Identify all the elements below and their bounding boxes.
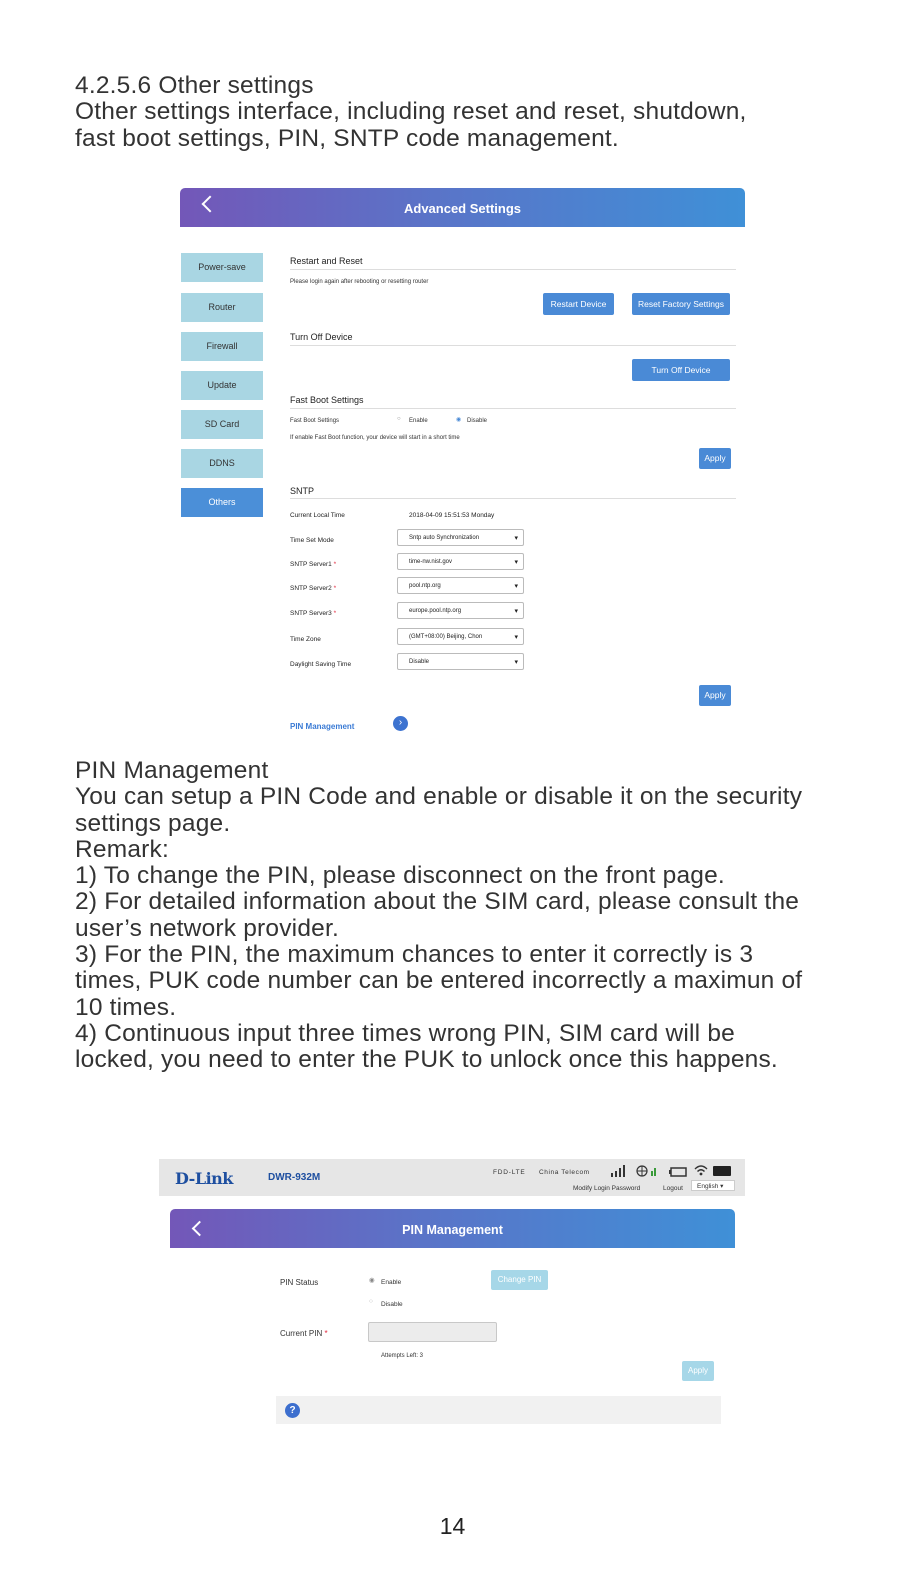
reset-factory-button[interactable]: Reset Factory Settings <box>632 293 730 315</box>
nav-item-sd-card[interactable]: SD Card <box>181 410 263 439</box>
current-time-value: 2018-04-09 15:51:53 Monday <box>409 512 495 519</box>
time-zone-select[interactable]: (GMT+08:00) Beijing, Chon ▾ <box>397 628 524 645</box>
logout-link[interactable]: Logout <box>663 1185 683 1192</box>
sntp-server1-select[interactable]: time-nw.nist.gov ▾ <box>397 553 524 570</box>
radio-off-icon[interactable]: ○ <box>397 416 401 422</box>
pin-status-label: PIN Status <box>280 1278 319 1287</box>
pin-management-link[interactable]: PIN Management <box>290 722 355 731</box>
text-line: 2) For detailed information about the SIM card, please consult the <box>75 888 800 916</box>
pin-management-header <box>170 1209 735 1248</box>
daylight-saving-select[interactable]: Disable ▾ <box>397 653 524 670</box>
fast-boot-title: Fast Boot Settings <box>290 395 364 405</box>
fast-boot-enable-label: Enable <box>409 418 428 424</box>
restart-reset-title: Restart and Reset <box>290 256 363 266</box>
fast-boot-apply-button[interactable]: Apply <box>699 448 731 469</box>
modify-password-link[interactable]: Modify Login Password <box>573 1185 641 1192</box>
text-line: You can setup a PIN Code and enable or disable it on the security <box>75 783 803 811</box>
dlink-logo: D-Link <box>175 1169 233 1188</box>
text-line: user’s network provider. <box>75 914 339 942</box>
top-bar <box>159 1159 745 1196</box>
nav-item-others[interactable]: Others <box>181 488 263 517</box>
wifi-icon <box>694 1164 708 1176</box>
restart-device-button[interactable]: Restart Device <box>543 293 614 315</box>
sntp-field-label: SNTP Server3 * <box>290 610 337 617</box>
intro-block <box>75 73 747 152</box>
text-line: times, PUK code number can be entered incorrectly a maximun of <box>75 967 803 995</box>
page-number: 14 <box>439 1513 466 1539</box>
restart-note: Please login again after rebooting or resetting router <box>290 279 429 285</box>
attempts-left-text: Attempts Left: 3 <box>381 1353 424 1359</box>
message-icon[interactable] <box>713 1166 731 1176</box>
divider <box>290 498 736 499</box>
nav-item-update[interactable]: Update <box>181 371 263 400</box>
pin-disable-label: Disable <box>381 1301 403 1308</box>
sntp-server3-select[interactable]: europe.pool.ntp.org ▾ <box>397 602 524 619</box>
text-line: Remark: <box>75 835 169 863</box>
language-select[interactable]: English ▾ <box>691 1180 735 1191</box>
sntp-field-label: Daylight Saving Time <box>290 661 352 668</box>
fast-boot-note: If enable Fast Boot function, your device will start in a short time <box>290 435 460 441</box>
sntp-title: SNTP <box>290 486 315 496</box>
advanced-settings-screenshot <box>180 188 745 748</box>
text-line: locked, you need to enter the PUK to unlock once this happens. <box>75 1046 778 1074</box>
fast-boot-label: Fast Boot Settings <box>290 418 340 424</box>
advanced-settings-header <box>180 188 745 227</box>
divider <box>290 345 736 346</box>
pin-text-block <box>75 758 802 1074</box>
battery-icon <box>669 1167 687 1177</box>
nav-item-router[interactable]: Router <box>181 293 263 322</box>
chevron-right-icon[interactable]: › <box>393 716 408 731</box>
globe-icon <box>636 1165 658 1177</box>
help-bar <box>276 1396 721 1424</box>
carrier-name: China Telecom <box>539 1169 590 1176</box>
advanced-settings-title: Advanced Settings <box>403 201 522 216</box>
sntp-server2-select[interactable]: pool.ntp.org ▾ <box>397 577 524 594</box>
nav-item-firewall[interactable]: Firewall <box>181 332 263 361</box>
radio-on-icon[interactable]: ◉ <box>369 1277 375 1284</box>
sntp-apply-button[interactable]: Apply <box>699 685 731 706</box>
text-line: 10 times. <box>75 993 177 1021</box>
current-pin-label: Current PIN * <box>280 1329 328 1338</box>
sntp-field-label: Time Zone <box>290 636 321 643</box>
sntp-field-label: Time Set Mode <box>290 537 334 544</box>
radio-off-icon[interactable]: ○ <box>369 1298 373 1305</box>
current-time-label: Current Local Time <box>290 512 345 519</box>
intro-line: fast boot settings, PIN, SNTP code management. <box>75 124 619 152</box>
turn-off-device-button[interactable]: Turn Off Device <box>632 359 730 381</box>
change-pin-button[interactable]: Change PIN <box>491 1270 548 1290</box>
time-set-mode-select[interactable]: Sntp auto Synchronization ▾ <box>397 529 524 546</box>
pin-management-title: PIN Management <box>402 1223 503 1237</box>
pin-management-screenshot <box>159 1159 746 1429</box>
model-name: DWR-932M <box>268 1172 321 1183</box>
signal-icon <box>610 1165 626 1177</box>
fast-boot-disable-label: Disable <box>467 418 488 424</box>
network-type: FDD-LTE <box>493 1169 526 1176</box>
help-icon[interactable]: ? <box>285 1403 300 1418</box>
radio-on-icon[interactable]: ◉ <box>456 417 462 423</box>
section-heading: 4.2.5.6 Other settings <box>75 72 314 99</box>
text-line: 1) To change the PIN, please disconnect on the front page. <box>75 862 725 890</box>
text-line: settings page. <box>75 809 231 837</box>
nav-item-ddns[interactable]: DDNS <box>181 449 263 478</box>
text-line: PIN Management <box>75 757 269 784</box>
turn-off-title: Turn Off Device <box>290 332 353 342</box>
divider <box>290 269 736 270</box>
pin-enable-label: Enable <box>381 1279 402 1286</box>
sntp-field-label: SNTP Server2 * <box>290 585 337 592</box>
intro-line: Other settings interface, including reset and reset, shutdown, <box>75 98 747 126</box>
pin-apply-button[interactable]: Apply <box>682 1361 714 1381</box>
sntp-field-label: SNTP Server1 * <box>290 561 337 568</box>
current-pin-input[interactable] <box>368 1322 497 1342</box>
text-line: 3) For the PIN, the maximum chances to enter it correctly is 3 <box>75 941 754 969</box>
divider <box>290 408 736 409</box>
text-line: 4) Continuous input three times wrong PIN, SIM card will be <box>75 1019 735 1047</box>
nav-item-power-save[interactable]: Power-save <box>181 253 263 282</box>
